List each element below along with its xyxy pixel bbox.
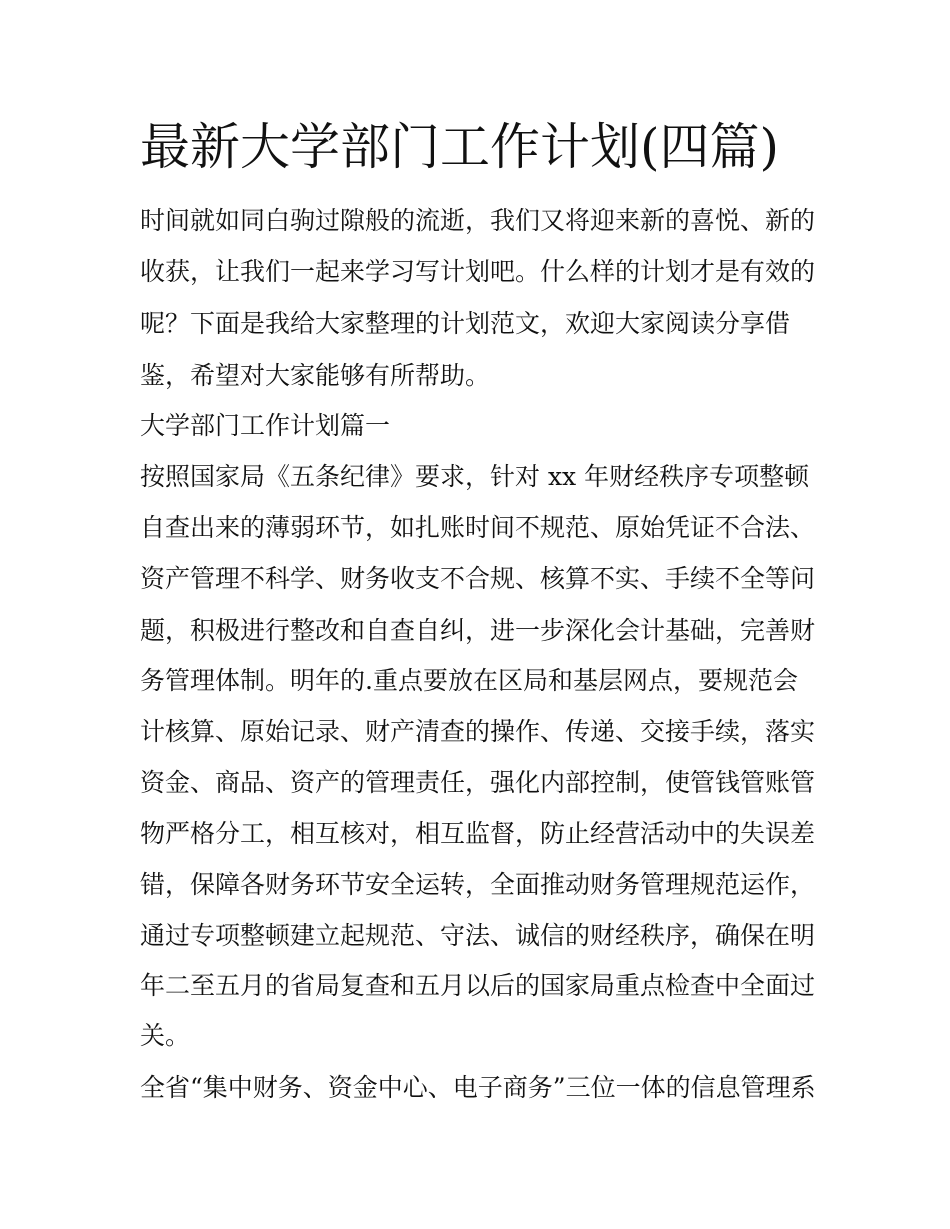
section-heading: 大学部门工作计划篇一 [140, 411, 391, 440]
body-line-6: 计核算、原始记录、财产清查的操作、传递、交接手续，落实 [140, 717, 816, 746]
body-line-9: 错，保障各财务环节安全运转，全面推动财务管理规范运作， [140, 870, 816, 899]
intro-line-4: 鉴，希望对大家能够有所帮助。 [140, 361, 491, 390]
body-line-7: 资金、商品、资产的管理责任，强化内部控制，使管钱管账管 [140, 768, 816, 797]
intro-line-2: 收获，让我们一起来学习写计划吧。什么样的计划才是有效的 [140, 257, 816, 286]
body-line-1: 按照国家局《五条纪律》要求，针对 xx 年财经秩序专项整顿 [140, 462, 810, 491]
body-line-11: 年二至五月的省局复查和五月以后的国家局重点检查中全面过 [140, 971, 816, 1000]
body-line-5: 务管理体制。明年的.重点要放在区局和基层网点，要规范会 [140, 666, 798, 695]
intro-line-3: 呢？下面是我给大家整理的计划范文，欢迎大家阅读分享借 [140, 309, 791, 338]
body-line-3: 资产管理不科学、财务收支不合规、核算不实、手续不全等问 [140, 564, 816, 593]
document-title: 最新大学部门工作计划(四篇) [140, 118, 780, 176]
body-line-12: 关。 [140, 1021, 191, 1050]
body-line-4: 题，积极进行整改和自查自纠，进一步深化会计基础，完善财 [140, 616, 816, 645]
body-line-8: 物严格分工，相互核对，相互监督，防止经营活动中的失误差 [140, 819, 816, 848]
intro-line-1: 时间就如同白驹过隙般的流逝，我们又将迎来新的喜悦、新的 [140, 206, 816, 235]
body-line-2: 自查出来的薄弱环节，如扎账时间不规范、原始凭证不合法、 [140, 513, 816, 542]
body-line-13: 全省“集中财务、资金中心、电子商务”三位一体的信息管理系 [140, 1073, 816, 1102]
body-line-10: 通过专项整顿建立起规范、守法、诚信的财经秩序，确保在明 [140, 921, 816, 950]
